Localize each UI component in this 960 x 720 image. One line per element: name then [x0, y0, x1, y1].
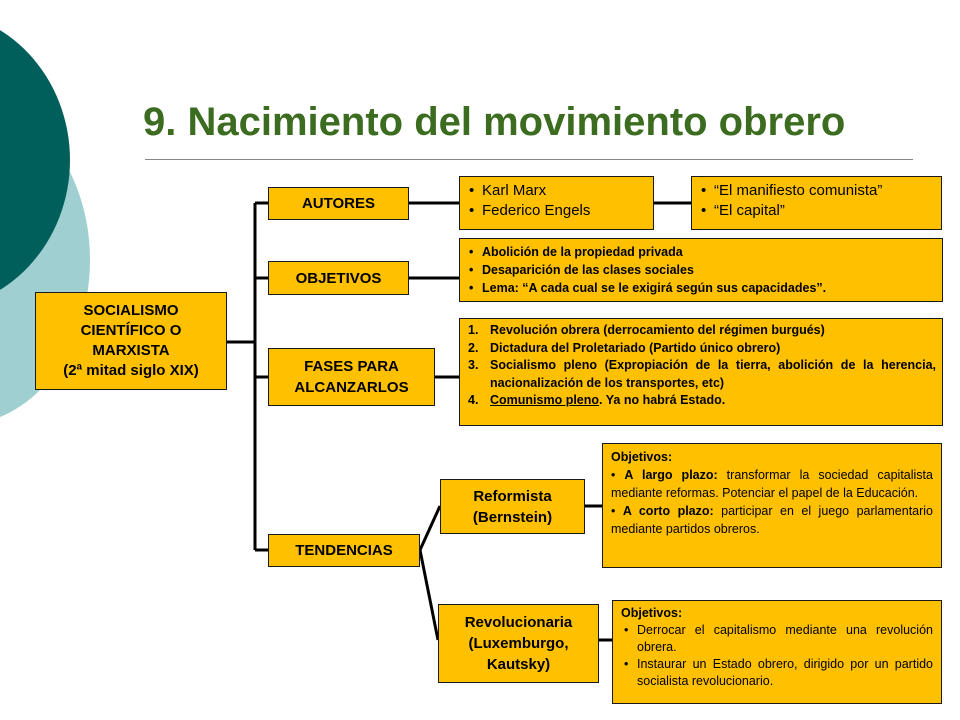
node-autores-label: AUTORES	[301, 195, 376, 212]
box-heading: Objetivos:	[621, 606, 683, 620]
page-title: 9. Nacimiento del movimiento obrero	[143, 100, 846, 144]
list-item-text: participar en el juego parlamentario mediante partidos obreros.	[611, 504, 934, 536]
list-item: • Abolición de la propiedad privada	[466, 243, 936, 261]
node-revolucionaria	[438, 604, 599, 683]
list-item-label: A corto plazo:	[622, 504, 714, 518]
list-item-text: transformar la sociedad capitalista mediante reformas. Potenciar el papel de la Educación.	[611, 468, 933, 500]
list-item: • “El capital”	[698, 201, 935, 221]
node-objetivos-label: OBJETIVOS	[295, 269, 382, 287]
box-reformista-objetivos	[602, 443, 942, 568]
node-revolucionaria-line: Revolucionaria	[464, 614, 573, 631]
list-item: Revolución obrera (derrocamiento del régimen burgués)	[490, 323, 825, 337]
node-autores	[268, 187, 409, 220]
node-revolucionaria-line: (Luxemburgo,	[468, 635, 569, 652]
node-tendencias-label: TENDENCIAS	[295, 542, 393, 559]
list-item-label: A largo plazo:	[624, 468, 718, 482]
node-reformista	[440, 479, 585, 534]
box-fases-list	[459, 318, 943, 426]
root-line: (2ª mitad siglo XIX)	[63, 362, 199, 379]
connector-tendencias-revolucionaria	[420, 550, 438, 640]
node-fases-label-line: FASES PARA	[304, 358, 399, 375]
node-tendencias	[268, 534, 420, 567]
box-revolucionaria-objetivos	[612, 600, 942, 704]
node-fases-label-line: ALCANZARLOS	[294, 379, 409, 396]
list-item: • Federico Engels	[466, 201, 647, 221]
connector-tendencias-reformista	[420, 506, 440, 550]
list-item: • Derrocar el capitalismo mediante una revolución obrera.	[621, 622, 933, 656]
list-item: • Instaurar un Estado obrero, dirigido por un partido socialista revolucionario.	[621, 656, 933, 690]
box-heading: Objetivos:	[611, 450, 673, 464]
list-item: Socialismo pleno (Expropiación de la tierra, abolición de la herencia, nacionalización de los transportes, etc)	[490, 358, 936, 390]
root-node-socialismo	[35, 292, 227, 390]
root-line: SOCIALISMO	[83, 302, 179, 319]
list-item: Dictadura del Proletariado (Partido único obrero)	[490, 340, 781, 355]
list-item: • Desaparición de las clases sociales	[466, 261, 936, 279]
root-line: CIENTÍFICO O	[80, 322, 182, 339]
node-revolucionaria-line: Kautsky)	[486, 656, 551, 673]
node-objetivos	[268, 261, 409, 295]
list-item: • A largo plazo: transformar la sociedad capitalista mediante reformas. Potenciar el papel de la Educación.	[611, 468, 933, 500]
list-item: • A corto plazo: participar en el juego parlamentario mediante partidos obreros.	[611, 504, 934, 536]
node-fases	[268, 348, 435, 406]
box-objetivos-list	[459, 238, 943, 302]
list-item-rest: . Ya no habrá Estado.	[599, 393, 726, 407]
list-item: • “El manifiesto comunista”	[698, 181, 935, 201]
node-reformista-line: (Bernstein)	[472, 508, 553, 526]
root-line: MARXISTA	[92, 342, 170, 359]
list-item	[468, 392, 936, 410]
list-item-emphasis: Comunismo pleno	[490, 393, 600, 407]
box-autores-names	[459, 176, 654, 230]
node-reformista-line: Reformista	[473, 487, 552, 505]
list-item: • Lema: “A cada cual se le exigirá según sus capacidades”.	[466, 279, 936, 297]
box-autores-works	[691, 176, 942, 230]
list-item: • Karl Marx	[466, 181, 647, 201]
